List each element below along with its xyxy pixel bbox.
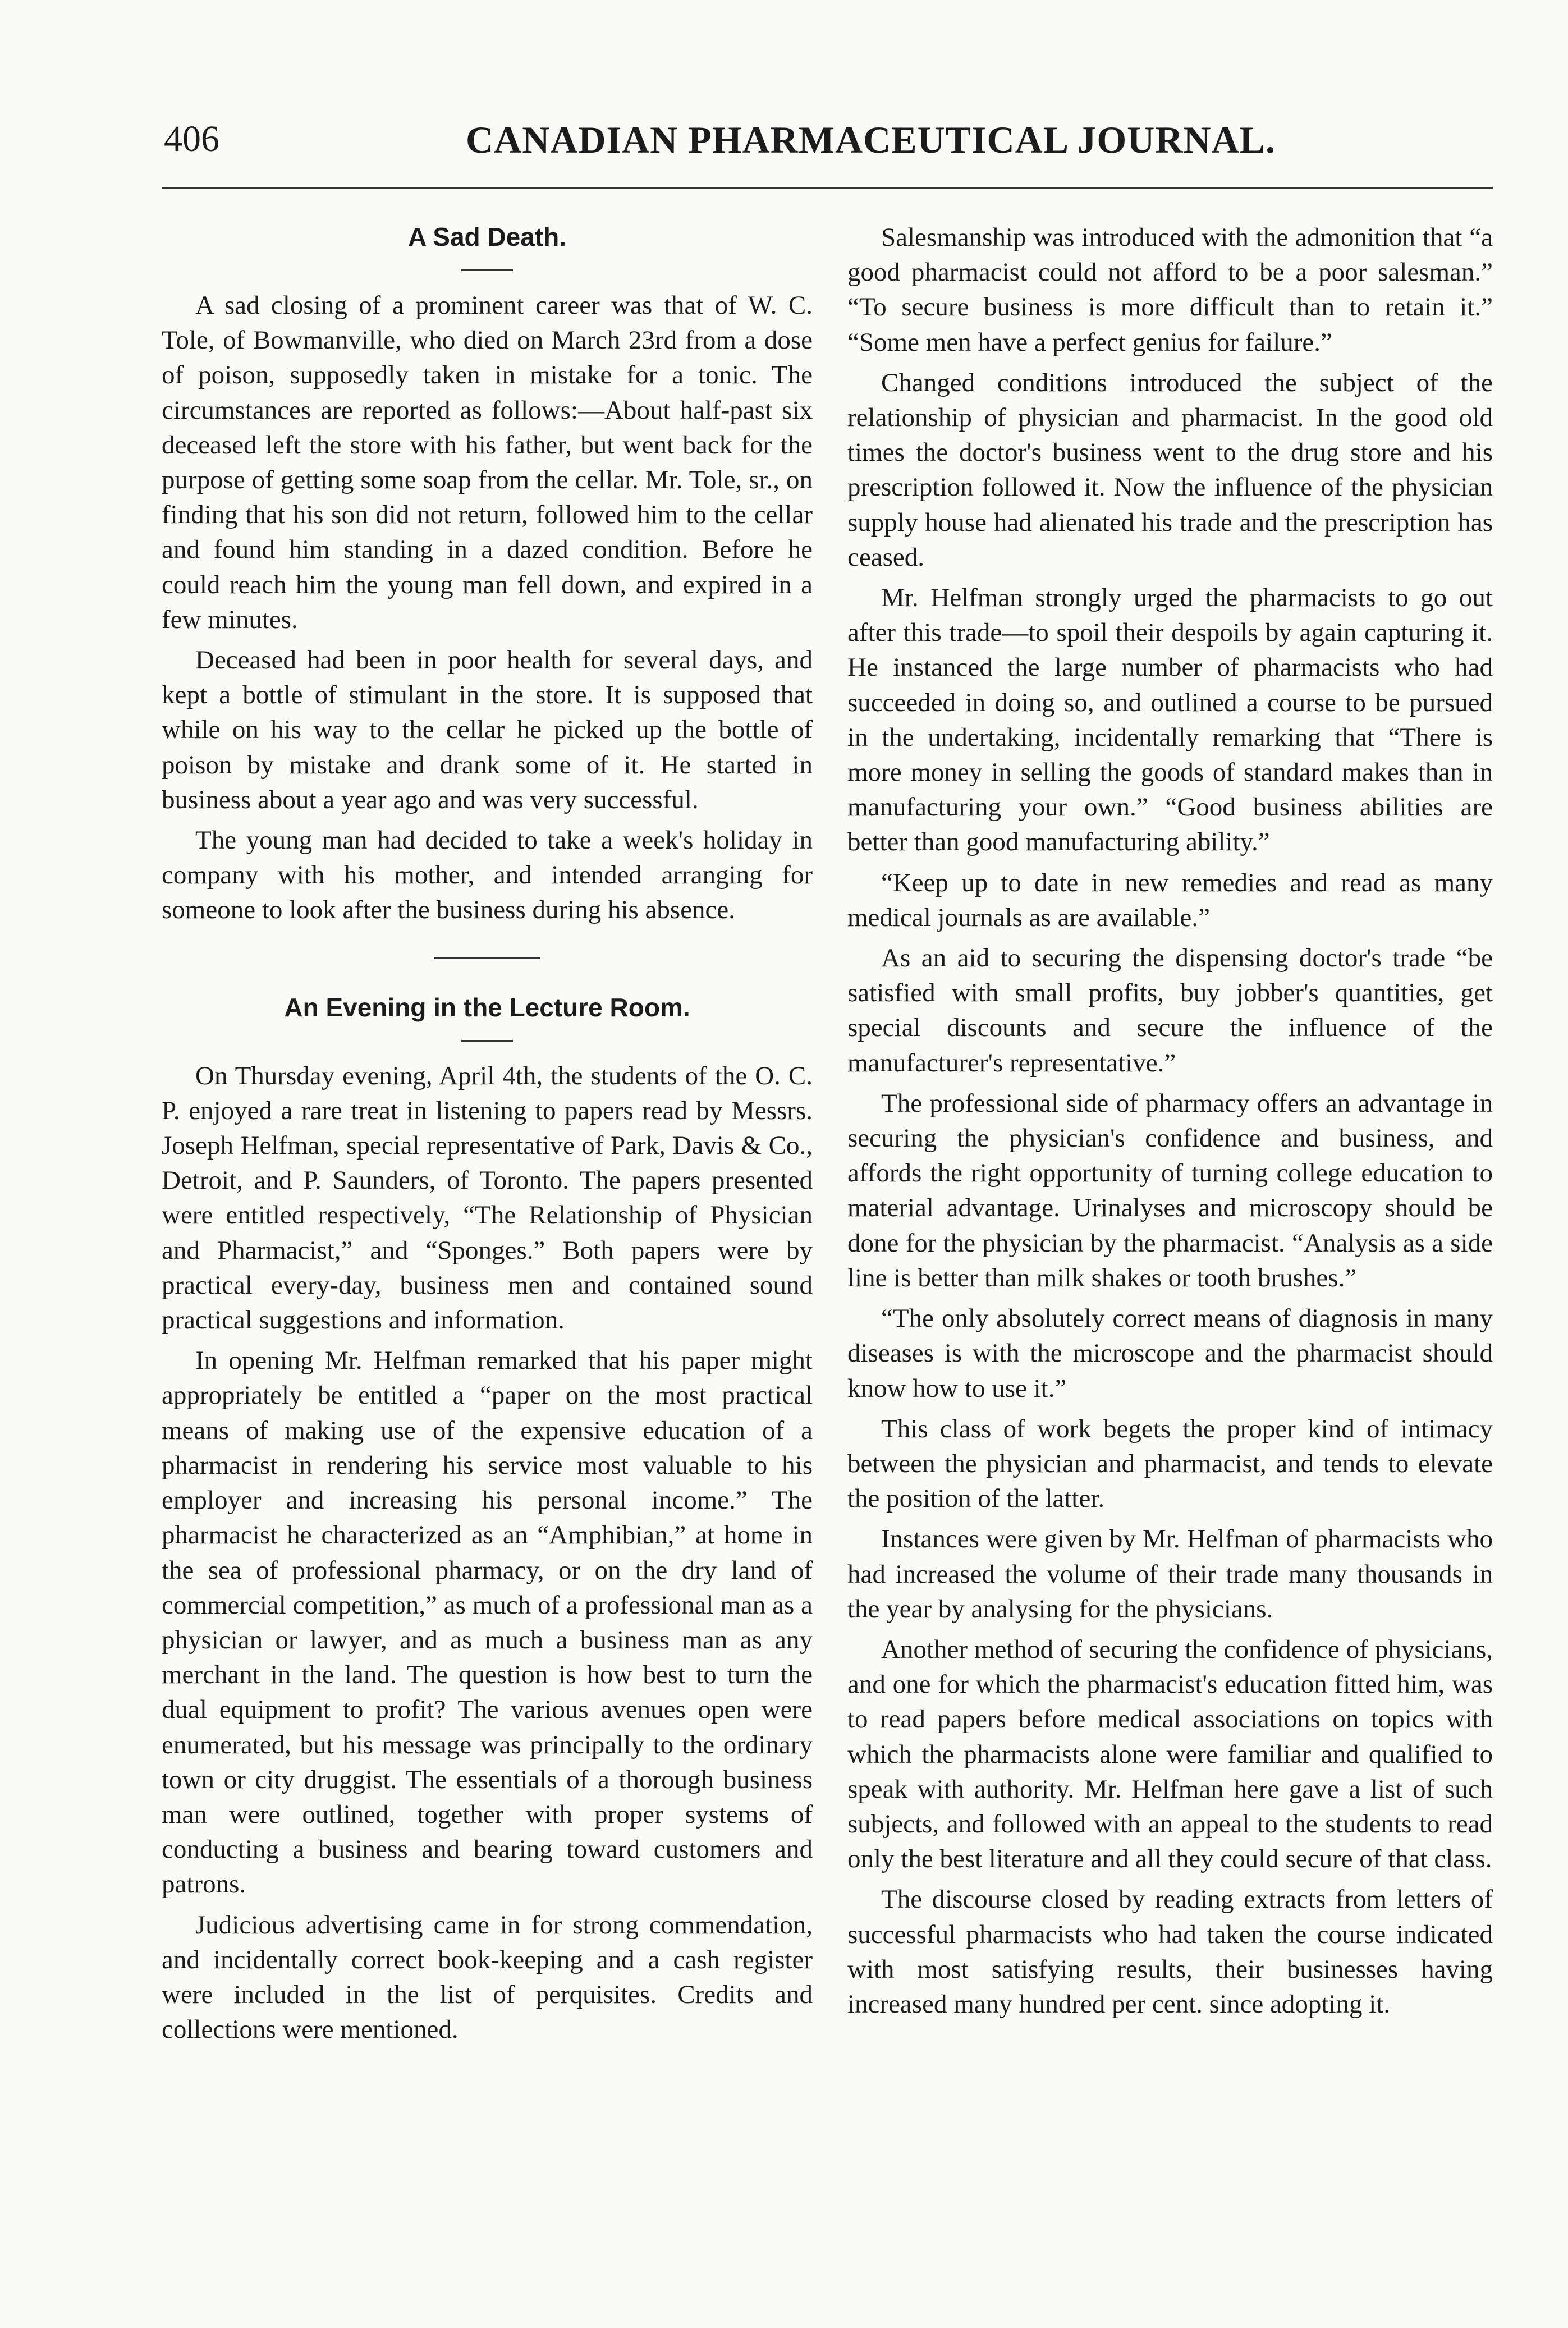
article-paragraph: Another method of securing the confidence of physicians, and one for which the pharmacist's education fitted him, was to read papers before medical associations on topics with which the pharmacists alone were familiar and qualified to speak with authority. Mr. Helfman here gave a list of such subjects, and followed with an appeal to the students to read only the best literature and all they could secure of that class.	[847, 1634, 1493, 1874]
article-paragraph: A sad closing of a prominent career was that of W. C. Tole, of Bowmanville, who died on March 23rd from a dose of poison, supposedly taken in mistake for a tonic. The circumstances are reported as follows:—About half-past six deceased left the store with his father, but went back for the purpose of getting some soap from the cellar. Mr. Tole, sr., on finding that his son did not return, followed him to the cellar and found him standing in a dazed condition. Before he could reach him the young man fell down, and expired in a few minutes.	[162, 291, 813, 634]
article-paragraph: In opening Mr. Helfman remarked that his paper might appropriately be entitled a “paper on the most practical means of making use of the expensive education of a pharmacist in rendering his service most valuable to his employer and increasing his personal income.” The pharmacist he characterized as an “Amphibian,” at home in the sea of professional pharmacy, or on the dry land of commercial competition,” as much of a professional man as a physician or lawyer, and as much a business man as any merchant in the land. The question is how best to turn the dual equipment to profit? The various avenues open were enumerated, but his message was principally to the ordinary town or city druggist. The essentials of a thorough business man were outlined, together with proper systems of conducting a business and bearing toward customers and patrons.	[162, 1346, 813, 1899]
article-title-lecture-room: An Evening in the Lecture Room.	[284, 992, 690, 1022]
article-paragraph: The professional side of pharmacy offers an advantage in securing the physician's confidence and business, and affords the right opportunity of turning college education to material advantage. Urinalyses and microscopy should be done for the physician by the pharmacist. “Analysis as a side line is better than milk shakes or tooth brushes.”	[847, 1088, 1493, 1293]
left-column	[162, 220, 813, 2047]
section-divider	[434, 957, 540, 959]
title-rule	[461, 1040, 513, 1042]
title-rule	[461, 269, 513, 271]
page-number: 406	[164, 118, 219, 159]
article-paragraph: On Thursday evening, April 4th, the students of the O. C. P. enjoyed a rare treat in listening to papers read by Messrs. Joseph Helfman, special representative of Park, Davis & Co., Detroit, and P. Saunders, of Toronto. The papers presented were entitled respectively, “The Relationship of Physician and Pharmacist,” and “Sponges.” Both papers were by practical every-day, business men and contained sound practical suggestions and information.	[162, 1061, 813, 1335]
article-paragraph: The young man had decided to take a week's holiday in company with his mother, and intended arranging for someone to look after the business during his absence.	[162, 826, 813, 925]
article-paragraph: “The only absolutely correct means of diagnosis in many diseases is with the microscope and the pharmacist should know how to use it.”	[847, 1304, 1493, 1403]
article-paragraph: This class of work begets the proper kind of intimacy between the physician and pharmacist, and tends to elevate the position of the latter.	[847, 1414, 1493, 1514]
article-paragraph: Changed conditions introduced the subject of the relationship of physician and pharmacist. In the good old times the doctor's business went to the drug store and his prescription followed it. Now the influence of the physician supply house had alienated his trade and the prescription has ceased.	[847, 368, 1493, 572]
journal-title: CANADIAN PHARMACEUTICAL JOURNAL.	[466, 118, 1276, 161]
article-title-sad-death: A Sad Death.	[407, 222, 567, 251]
article-paragraph: Salesmanship was introduced with the admonition that “a good pharmacist could not afford to be a poor salesman.” “To secure business is more difficult than to retain it.” “Some men have a perfect genius for failure.”	[847, 223, 1493, 357]
article-paragraph: Instances were given by Mr. Helfman of pharmacists who had increased the volume of their trade many thousands in the year by analysing for the physicians.	[847, 1524, 1493, 1624]
article-paragraph: As an aid to securing the dispensing doctor's trade “be satisfied with small profits, buy jobber's quantities, get special discounts and secure the influence of the manufacturer's representative.”	[847, 943, 1493, 1078]
right-column	[847, 220, 1493, 2022]
article-paragraph: The discourse closed by reading extracts from letters of successful pharmacists who had taken the course indicated with most satisfying results, their businesses having increased many hundred per cent. since adopting it.	[847, 1885, 1493, 2019]
header-rule	[162, 187, 1493, 189]
article-paragraph: “Keep up to date in new remedies and read as many medical journals as are available.”	[847, 868, 1493, 932]
article-paragraph: Judicious advertising came in for strong commendation, and incidentally correct book-keeping and a cash register were included in the list of perquisites. Credits and collections were mentioned.	[162, 1910, 813, 2045]
article-paragraph: Mr. Helfman strongly urged the pharmacists to go out after this trade—to spoil their despoils by again capturing it. He instanced the large number of pharmacists who had succeeded in doing so, and outlined a course to be pursued in the undertaking, incidentally remarking that “There is more money in selling the goods of standard makes than in manufacturing your own.” “Good business abilities are better than good manufacturing ability.”	[847, 583, 1493, 857]
article-paragraph: Deceased had been in poor health for several days, and kept a bottle of stimulant in the store. It is supposed that while on his way to the cellar he picked up the bottle of poison by mistake and drank some of it. He started in business about a year ago and was very successful.	[162, 645, 813, 814]
